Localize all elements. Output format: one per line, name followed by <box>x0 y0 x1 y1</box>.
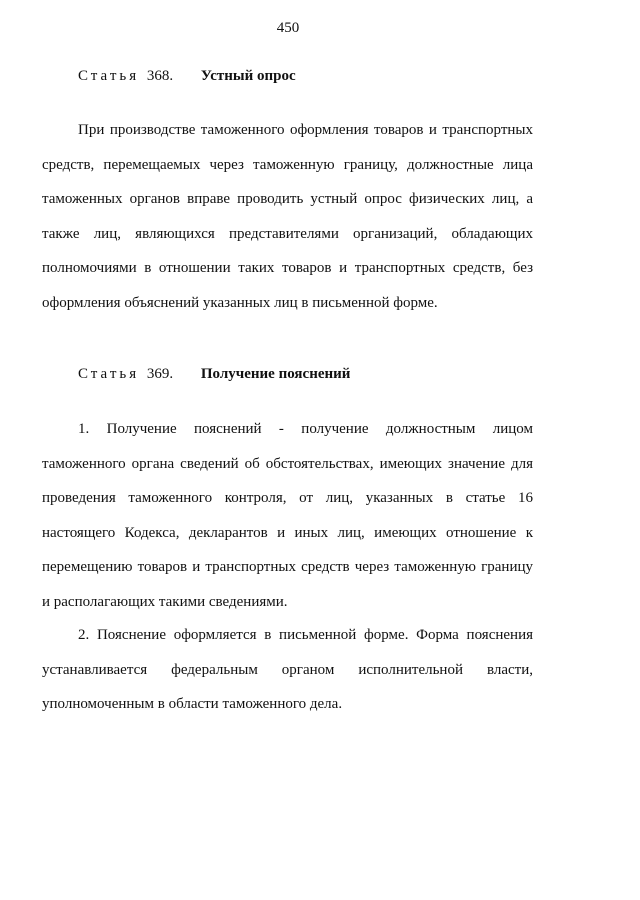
article-369-number: 369. <box>146 366 174 382</box>
article-369-paragraph-2: 2. Пояснение оформляется в письменной форме. Форма пояснения устанавливается федеральным органом исполнительной власти, уполномоченным в области таможенного дела. <box>42 627 533 713</box>
page-number: 450 <box>276 20 300 36</box>
article-368-number: 368. <box>146 68 174 84</box>
article-369-heading <box>78 366 350 383</box>
article-369-label: Статья <box>78 366 140 382</box>
article-369-title: Получение пояснений <box>200 366 351 382</box>
article-368-label: Статья <box>78 68 140 84</box>
article-368-title: Устный опрос <box>200 68 296 84</box>
article-369-paragraph-1: 1. Получение пояснений - получение должностным лицом таможенного органа сведений об обстоятельствах, имеющих значение для проведения таможенного контроля, от лиц, указанных в статье 16 настоящего Кодекса, декларантов и иных лиц, имеющих отношение к перемещению товаров и транспортных средств через таможенную границу и располагающих такими сведениями. <box>42 421 533 610</box>
article-368-text: При производстве таможенного оформления товаров и транспортных средств, перемещаемых через таможенную границу, должностные лица таможенных органов вправе проводить устный опрос физических лиц, а также лиц, являющихся представителями организаций, обладающих полномочиями в отношении таких товаров и транспортных средств, без оформления объяснений указанных лиц в письменной форме. <box>42 122 533 311</box>
article-368-heading <box>78 68 296 85</box>
